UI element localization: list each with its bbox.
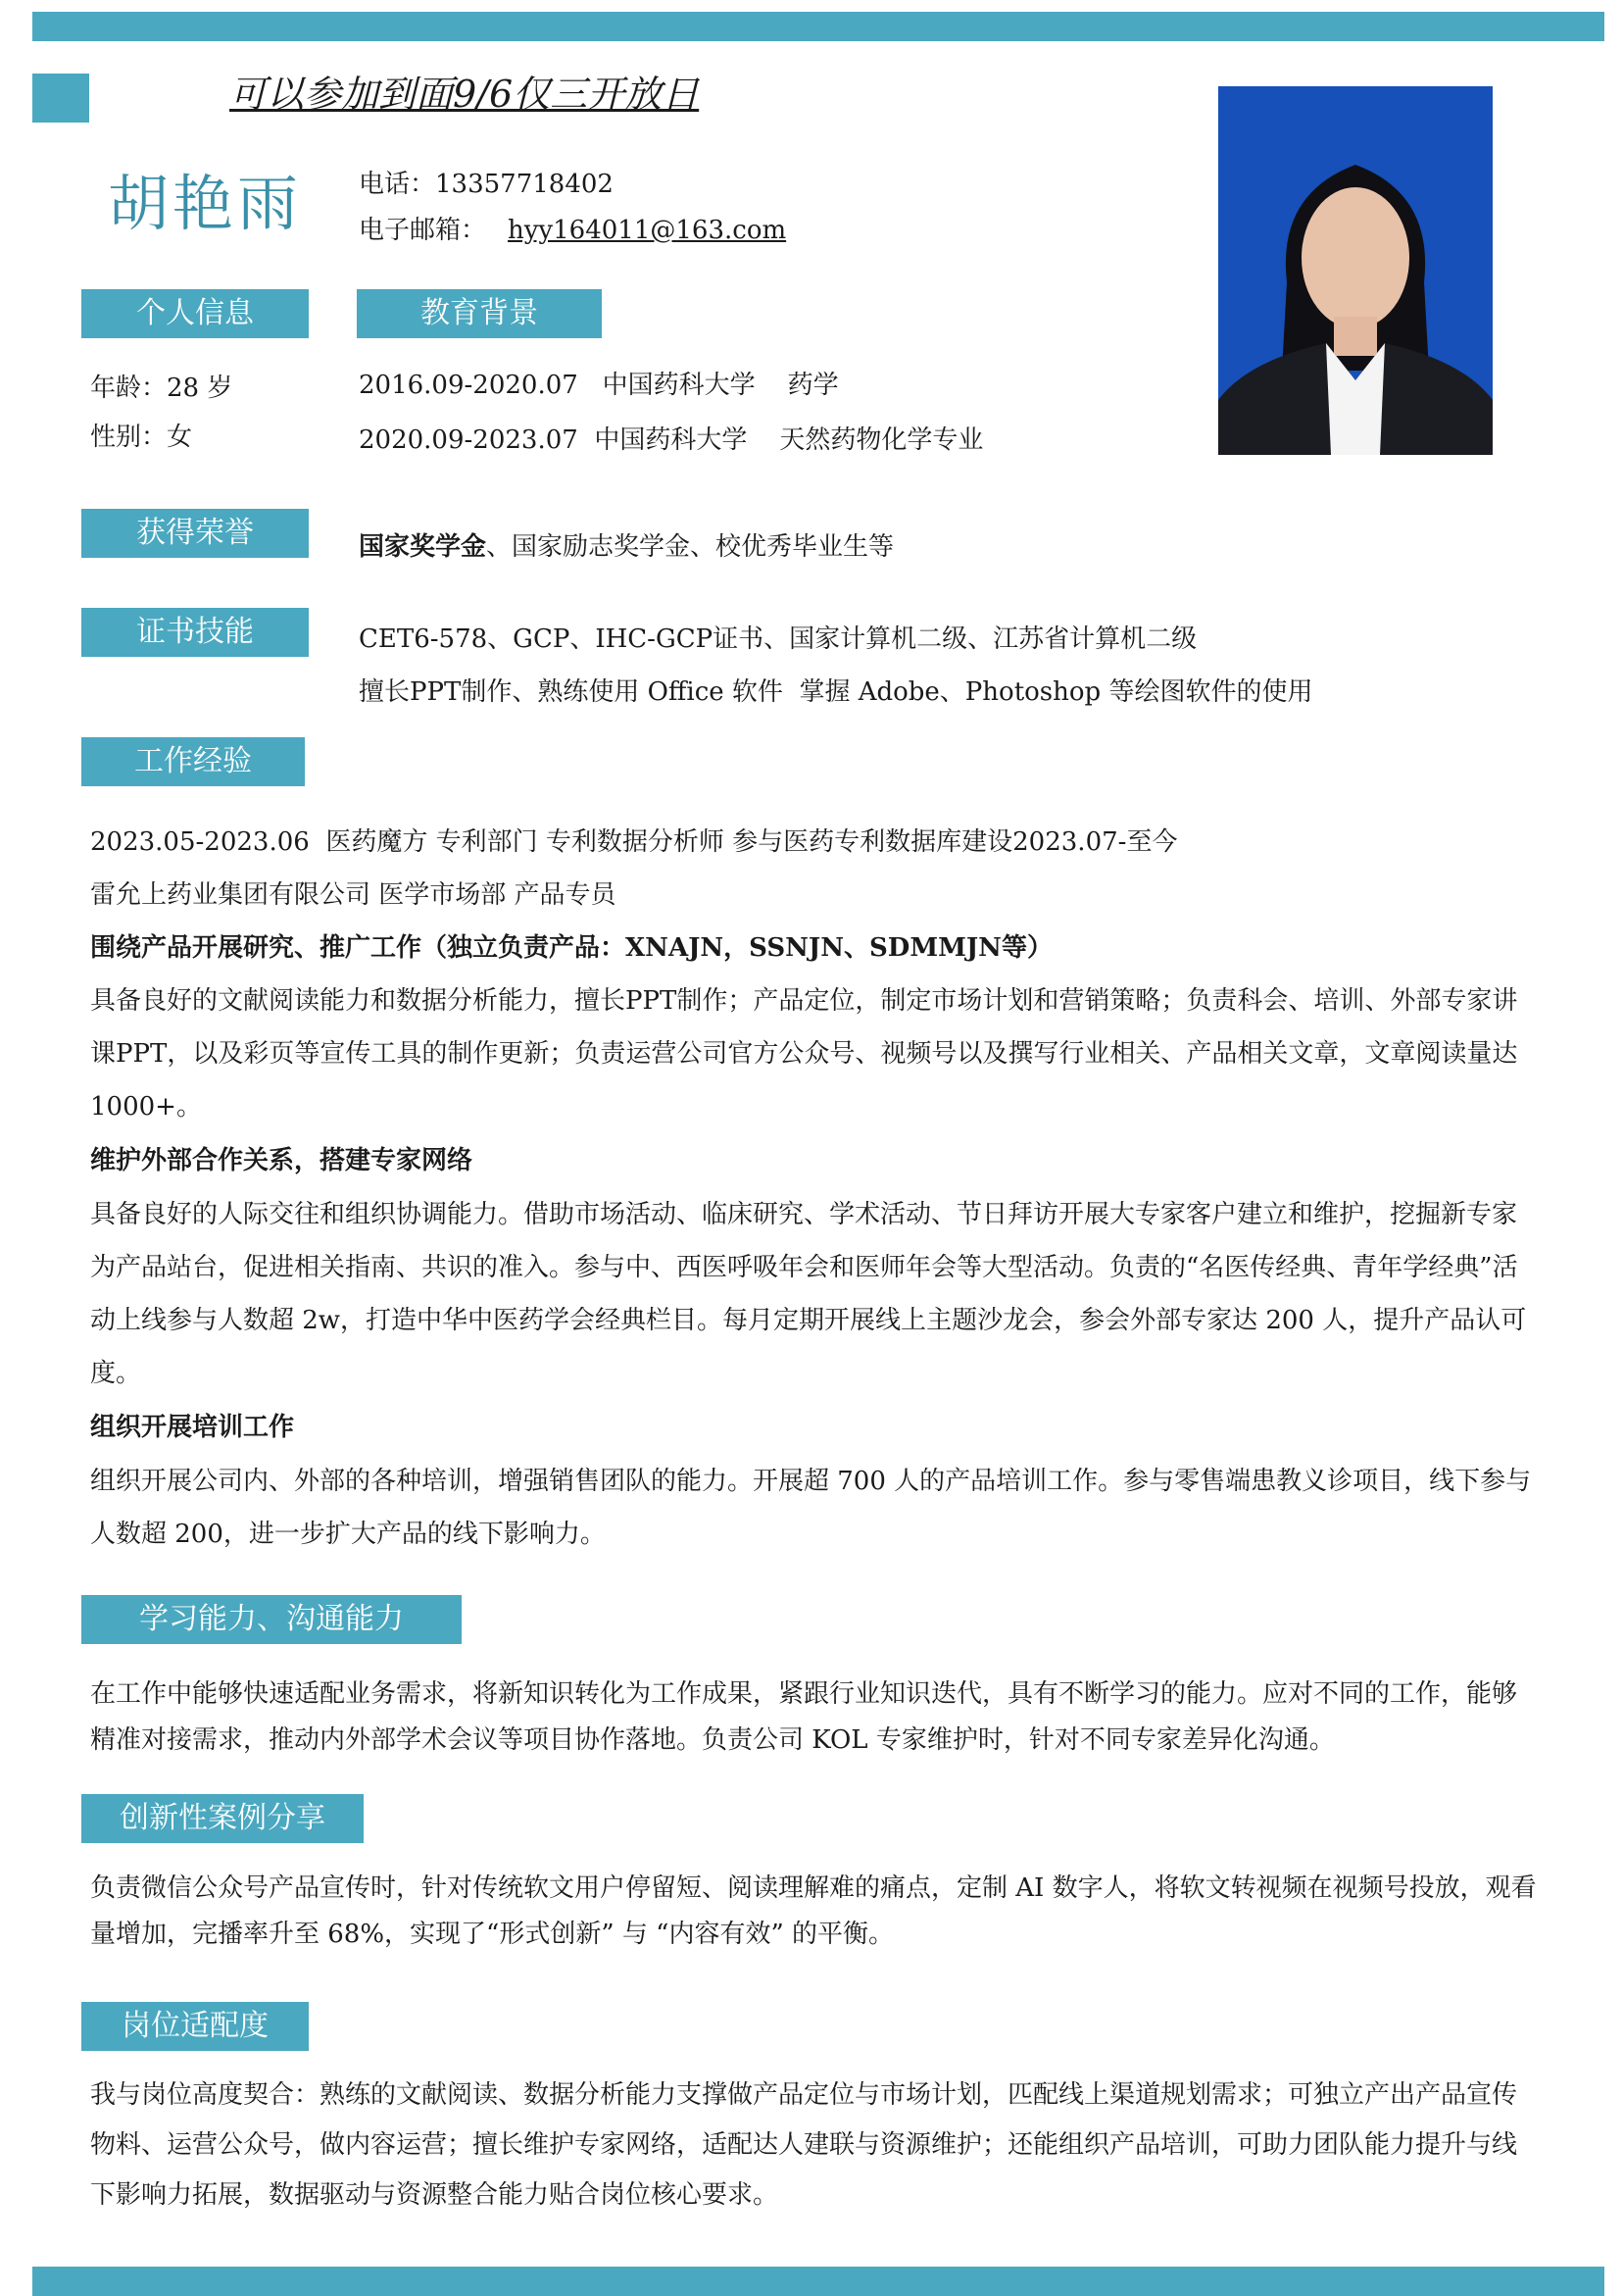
header-note: 可以参加到面9/6仅三开放日: [229, 73, 700, 116]
innovation-paragraph: 负责微信公众号产品宣传时，针对传统软文用户停留短、阅读理解难的痛点，定制 AI 数字人，将软文转视频在视频号投放，观看量增加，完播率升至 68%，实现了“形式创新” 与 “内容有效” 的平衡。: [90, 1873, 1537, 1949]
profile-photo: [1218, 86, 1493, 455]
work-subtitle-1: 围绕产品开展研究、推广工作（独立负责产品：XNAJN，SSNJN、SDMMJN等）: [90, 933, 1053, 963]
age-text: 年龄：28 岁: [90, 374, 233, 403]
honors-bold: 国家奖学金: [359, 532, 487, 562]
education-item-2: 2020.09-2023.07 中国药科大学 天然药物化学专业: [359, 425, 984, 455]
candidate-name: 胡艳雨: [108, 168, 303, 239]
work-line-2: 雷允上药业集团有限公司 医学市场部 产品专员: [90, 880, 616, 910]
work-paragraph-3: 组织开展公司内、外部的各种培训，增强销售团队的能力。开展超 700 人的产品培训工作。参与零售端患教义诊项目，线下参与人数超 200，进一步扩大产品的线下影响力。: [90, 1467, 1532, 1549]
person-silhouette-icon: [1218, 86, 1493, 455]
section-title-innovation: 创新性案例分享: [81, 1794, 364, 1843]
phone-text: 电话：13357718402: [359, 170, 614, 199]
work-subtitle-3: 组织开展培训工作: [90, 1413, 295, 1442]
work-subtitle-2: 维护外部合作关系，搭建专家网络: [90, 1146, 473, 1175]
honors-rest: 、国家励志奖学金、校优秀毕业生等: [486, 532, 895, 562]
education-item-1: 2016.09-2020.07 中国药科大学 药学: [359, 371, 839, 400]
section-title-honors: 获得荣誉: [81, 509, 309, 558]
section-title-fit: 岗位适配度: [81, 2002, 309, 2051]
section-title-work: 工作经验: [81, 737, 305, 786]
skills-line-2: 擅长PPT制作、熟练使用 Office 软件 掌握 Adobe、Photoshop 等绘图软件的使用: [359, 677, 1313, 707]
work-line-1: 2023.05-2023.06 医药魔方 专利部门 专利数据分析师 参与医药专利数据库建设2023.07-至今: [90, 827, 1178, 857]
section-title-learning: 学习能力、沟通能力: [81, 1595, 462, 1644]
work-paragraph-2: 具备良好的人际交往和组织协调能力。借助市场活动、临床研究、学术活动、节日拜访开展大专家客户建立和维护，挖掘新专家为产品站台，促进相关指南、共识的准入。参与中、西医呼吸年会和医师年会等大型活动。负责的“名医传经典、青年学经典”活动上线参与人数超 2w，打造中华中医药学会经典栏目。每月定期开展线上主题沙龙会，参会外部专家达 200 人，提升产品认可度。: [90, 1200, 1527, 1388]
honors-text: [359, 529, 894, 565]
fit-paragraph: 我与岗位高度契合：熟练的文献阅读、数据分析能力支撑做产品定位与市场计划，匹配线上渠道规划需求；可独立产出产品宣传物料、运营公众号，做内容运营；擅长维护专家网络，适配达人建联与资源维护；还能组织产品培训，可助力团队能力提升与线下影响力拓展，数据驱动与资源整合能力贴合岗位核心要求。: [90, 2080, 1518, 2210]
gender-text: 性别：女: [90, 423, 193, 452]
email-label: 电子邮箱：: [359, 216, 487, 245]
skills-line-1: CET6-578、GCP、IHC-GCP证书、国家计算机二级、江苏省计算机二级: [359, 624, 1198, 654]
section-title-education: 教育背景: [357, 289, 602, 338]
work-paragraph-1: 具备良好的文献阅读能力和数据分析能力，擅长PPT制作；产品定位，制定市场计划和营销策略；负责科会、培训、外部专家讲课PPT，以及彩页等宣传工具的制作更新；负责运营公司官方公众号、视频号以及撰写行业相关、产品相关文章，文章阅读量达 1000+。: [90, 986, 1518, 1122]
bottom-band: [32, 2267, 1604, 2296]
section-title-skills: 证书技能: [81, 608, 309, 657]
section-title-personal: 个人信息: [81, 289, 309, 338]
learning-paragraph: 在工作中能够快速适配业务需求，将新知识转化为工作成果，紧跟行业知识迭代，具有不断学习的能力。应对不同的工作，能够精准对接需求，推动内外部学术会议等项目协作落地。负责公司 KOL 专家维护时，针对不同专家差异化沟通。: [90, 1679, 1518, 1755]
left-accent-block: [32, 74, 89, 123]
email-link[interactable]: hyy164011@163.com: [508, 216, 787, 245]
top-band: [32, 12, 1604, 41]
